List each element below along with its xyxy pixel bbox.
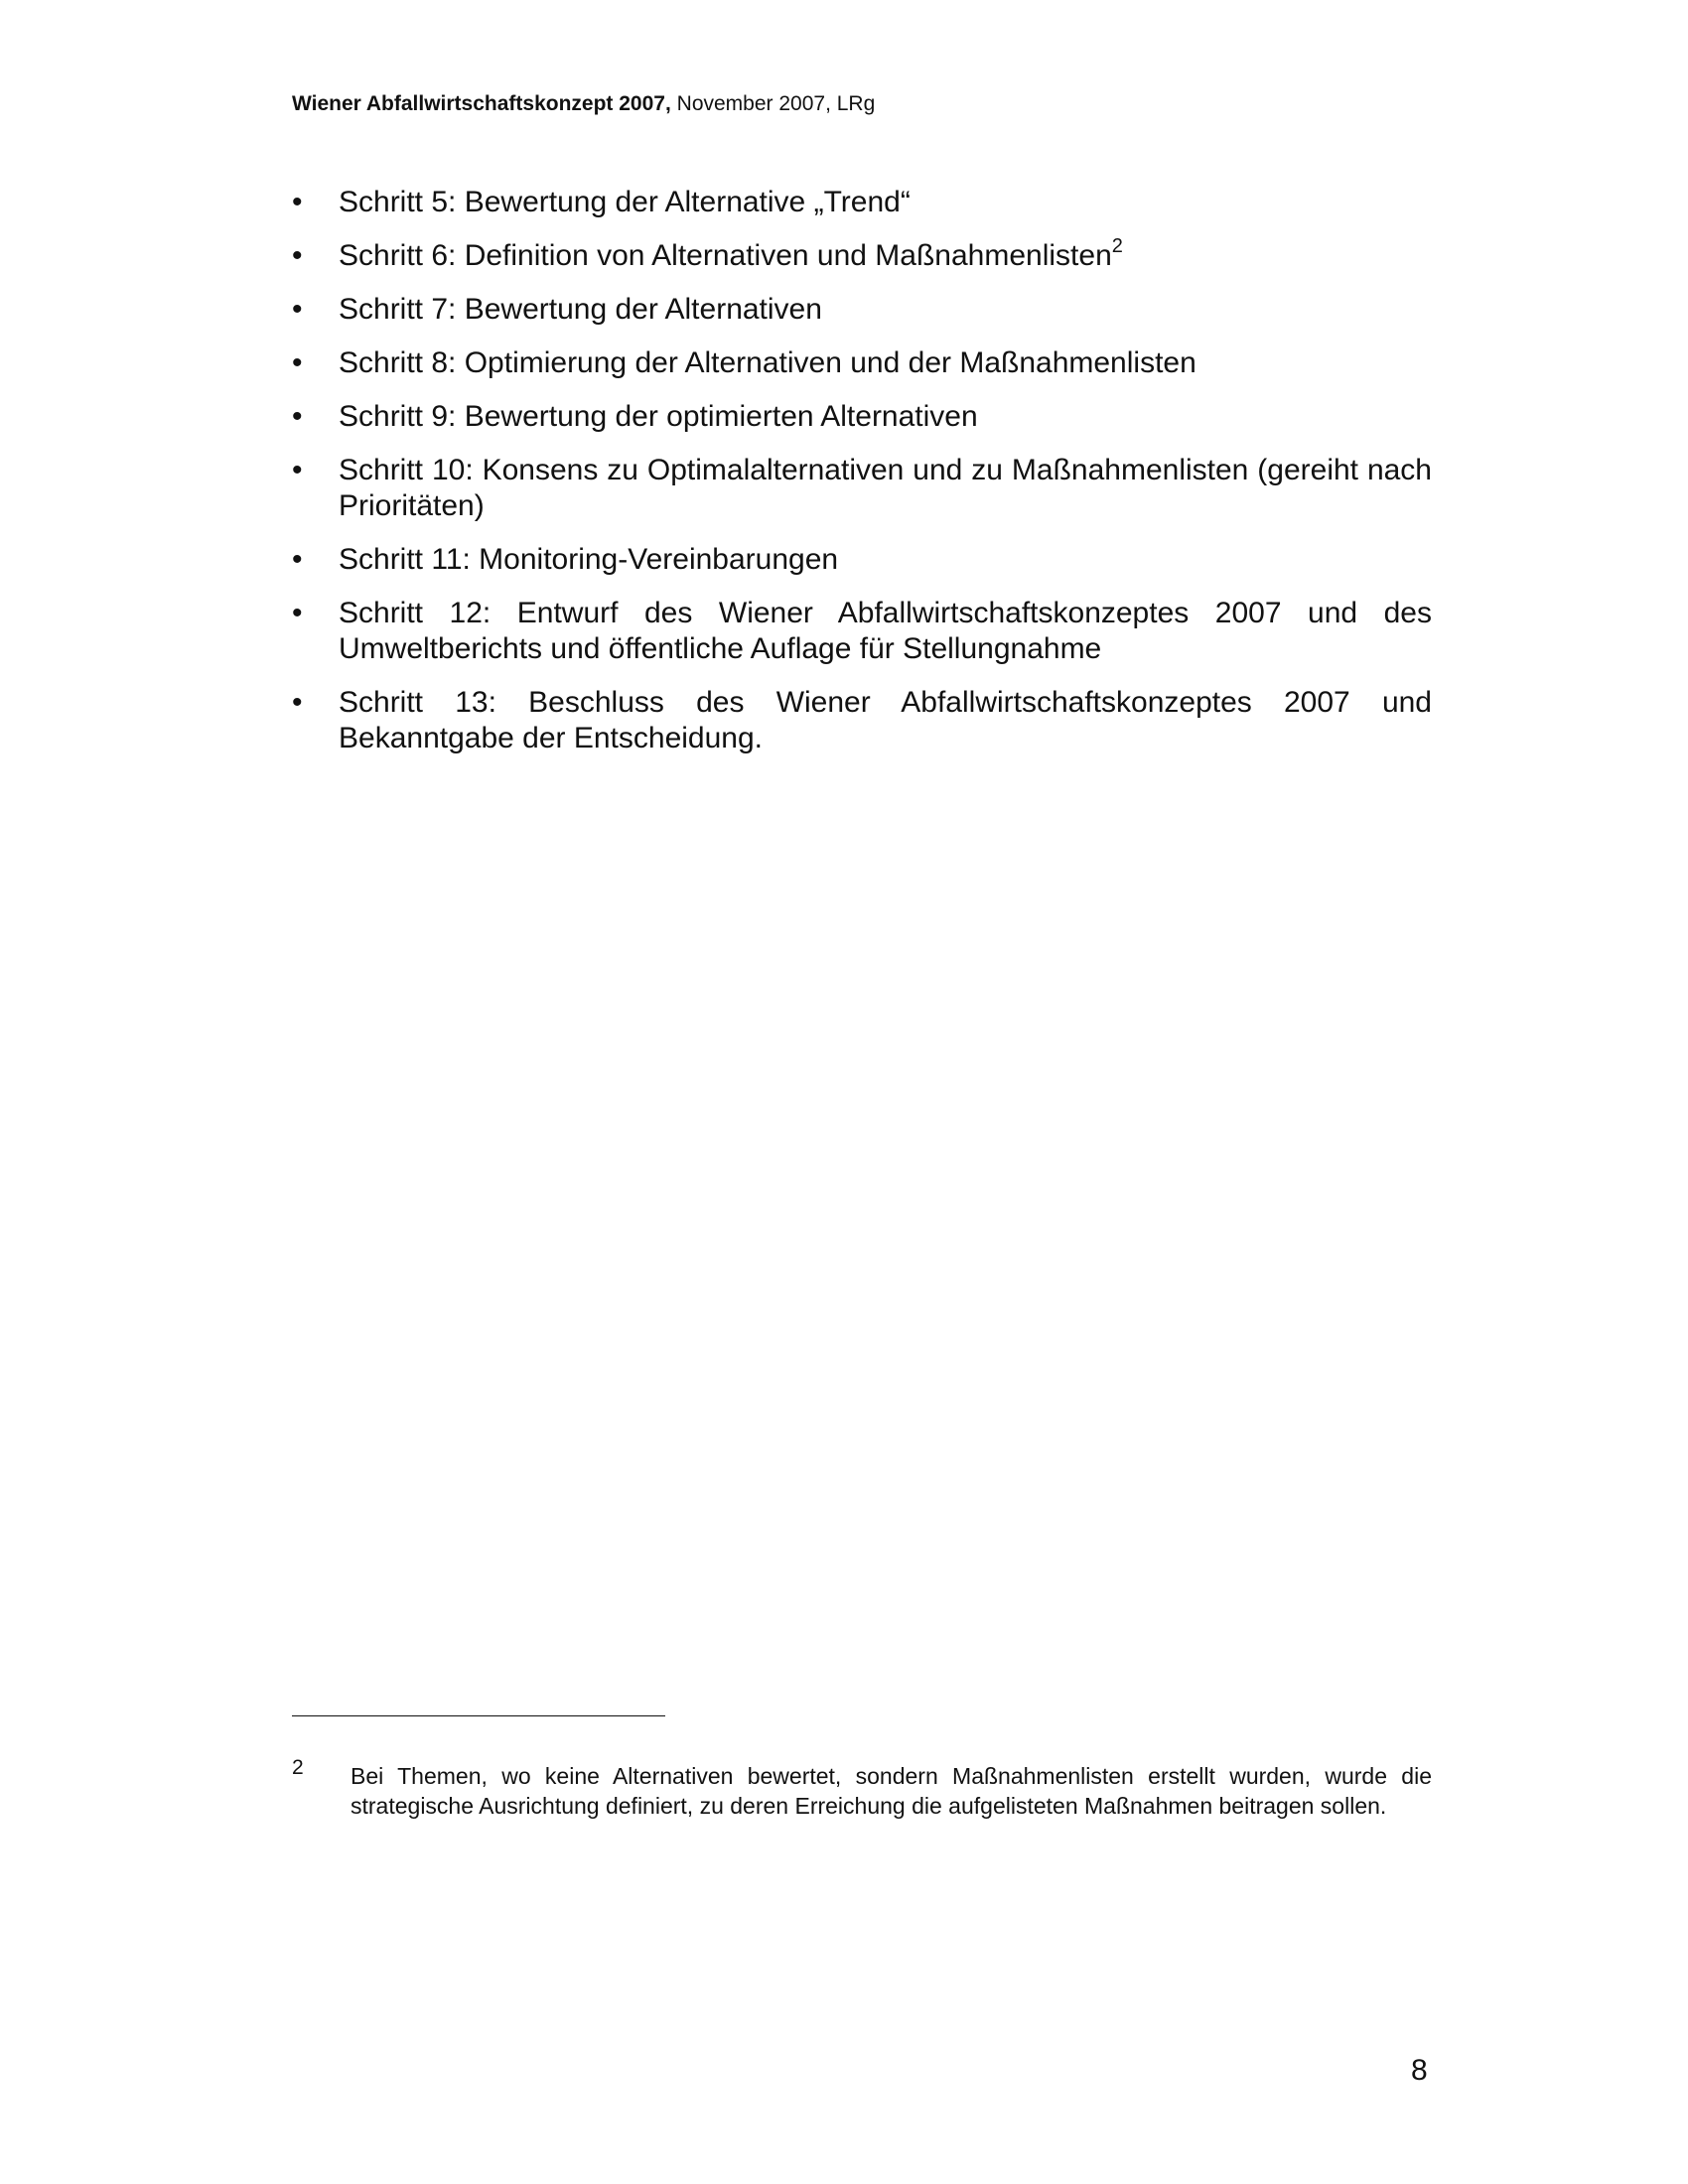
- list-item: [292, 185, 1432, 220]
- running-header: [292, 91, 875, 117]
- list-item: [292, 453, 1432, 524]
- step-text: Schritt 5: Bewertung der Alternative „Trend“: [339, 186, 911, 218]
- bullet-icon: •: [292, 293, 303, 326]
- bullet-icon: •: [292, 239, 303, 272]
- list-item: [292, 292, 1432, 328]
- bullet-icon: •: [292, 597, 303, 629]
- step-text: Schritt 6: Definition von Alternativen und Maßnahmenlisten: [339, 239, 1112, 272]
- footnote-text: Bei Themen, wo keine Alternativen bewertet, sondern Maßnahmenlisten erstellt wurden, wurde die strategische Ausrichtung definiert, zu deren Erreichung die aufgelisteten Maßnahmen beitragen sollen.: [351, 1763, 1432, 1819]
- bullet-icon: •: [292, 543, 303, 576]
- bullet-icon: •: [292, 186, 303, 218]
- list-item: [292, 596, 1432, 667]
- page-number: 8: [1411, 2054, 1428, 2087]
- bullet-icon: •: [292, 400, 303, 433]
- bullet-icon: •: [292, 454, 303, 486]
- step-text: Schritt 11: Monitoring-Vereinbarungen: [339, 543, 839, 576]
- header-title-rest: November 2007, LRg: [670, 92, 876, 115]
- list-item: [292, 685, 1432, 756]
- footnote-reference[interactable]: 2: [1111, 235, 1123, 257]
- bullet-icon: •: [292, 346, 303, 379]
- list-item: [292, 235, 1432, 274]
- footnote-separator: [292, 1715, 665, 1716]
- list-item: [292, 399, 1432, 435]
- footnote-number: 2: [292, 1756, 304, 1779]
- step-text: Schritt 12: Entwurf des Wiener Abfallwirtschaftskonzeptes 2007 und des Umweltberichts und öffentliche Auflage für Stellungnahme: [339, 597, 1432, 665]
- step-text: Schritt 13: Beschluss des Wiener Abfallwirtschaftskonzeptes 2007 und Bekanntgabe der Entscheidung.: [339, 686, 1432, 754]
- list-item: [292, 542, 1432, 578]
- list-item: [292, 345, 1432, 381]
- step-text: Schritt 7: Bewertung der Alternativen: [339, 293, 822, 326]
- step-text: Schritt 8: Optimierung der Alternativen und der Maßnahmenlisten: [339, 346, 1196, 379]
- bullet-icon: •: [292, 686, 303, 719]
- step-text: Schritt 9: Bewertung der optimierten Alternativen: [339, 400, 978, 433]
- steps-list: [292, 185, 1432, 774]
- header-title-bold: Wiener Abfallwirtschaftskonzept 2007,: [292, 92, 671, 115]
- step-text: Schritt 10: Konsens zu Optimalalternativen und zu Maßnahmenlisten (gereiht nach Prioritäten): [339, 454, 1432, 522]
